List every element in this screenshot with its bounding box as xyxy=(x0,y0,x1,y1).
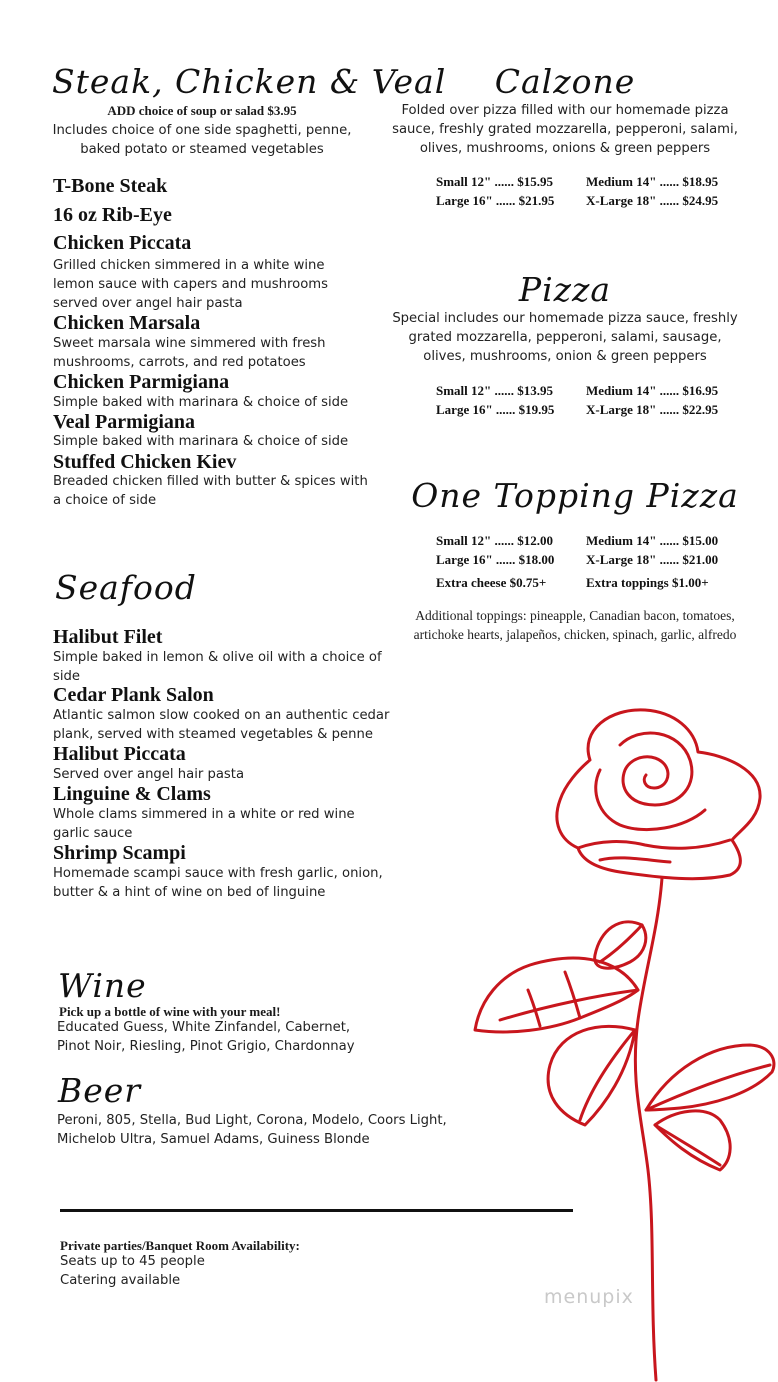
menu-item-name: Chicken Marsala xyxy=(53,312,201,334)
price-line: Large 16" ...... $19.95 xyxy=(436,402,555,417)
price-line: Small 12" ...... $15.95 xyxy=(436,174,553,189)
menu-item-desc: Whole clams simmered in a white or red wine garlic sauce xyxy=(53,807,355,841)
menu-item-name: 16 oz Rib-Eye xyxy=(53,204,172,226)
menu-item-name: T-Bone Steak xyxy=(53,175,168,197)
menu-item-name: Chicken Piccata xyxy=(53,232,192,254)
pizza-desc: Special includes our homemade pizza sauce, freshly grated mozzarella, pepperoni, salami, sausage, olives, mushrooms, onion & green peppers xyxy=(392,311,738,364)
price-line: Large 16" ...... $18.00 xyxy=(436,552,555,567)
pizza-section-title: Pizza xyxy=(518,270,612,309)
extra-cheese-price: Extra cheese $0.75+ xyxy=(436,575,547,590)
price-line: X-Large 18" ...... $21.00 xyxy=(586,552,719,567)
private-seats-line: Seats up to 45 people xyxy=(60,1254,205,1269)
price-line: X-Large 18" ...... $22.95 xyxy=(586,402,719,417)
menu-item-name: Halibut Piccata xyxy=(53,743,186,765)
beer-list: Peroni, 805, Stella, Bud Light, Corona, Modelo, Coors Light, Michelob Ultra, Samuel Adams, Guiness Blonde xyxy=(57,1113,447,1147)
wine-section-title: Wine xyxy=(58,966,147,1005)
rose-illustration xyxy=(470,700,778,1382)
menu-item-desc: Simple baked in lemon & olive oil with a choice of side xyxy=(53,650,382,684)
wine-list: Educated Guess, White Zinfandel, Cabernet, Pinot Noir, Riesling, Pinot Grigio, Chardonnay xyxy=(57,1020,355,1054)
price-line: Medium 14" ...... $16.95 xyxy=(586,383,719,398)
price-line: Large 16" ...... $21.95 xyxy=(436,193,555,208)
menu-item-desc: Grilled chicken simmered in a white wine lemon sauce with capers and mushrooms served over angel hair pasta xyxy=(53,258,328,311)
extra-toppings-price: Extra toppings $1.00+ xyxy=(586,575,709,590)
price-line: Small 12" ...... $13.95 xyxy=(436,383,553,398)
calzone-section-title: Calzone xyxy=(494,62,636,101)
menu-item-name: Chicken Parmigiana xyxy=(53,371,230,393)
price-line: Medium 14" ...... $18.95 xyxy=(586,174,719,189)
beer-section-title: Beer xyxy=(58,1071,142,1110)
price-line: Medium 14" ...... $15.00 xyxy=(586,533,719,548)
menu-item-name: Stuffed Chicken Kiev xyxy=(53,451,237,473)
one-topping-section-title: One Topping Pizza xyxy=(411,476,739,515)
menu-item-desc: Breaded chicken filled with butter & spices with a choice of side xyxy=(53,474,368,508)
menu-item-name: Halibut Filet xyxy=(53,626,163,648)
menu-item-desc: Simple baked with marinara & choice of side xyxy=(53,395,349,410)
private-catering-line: Catering available xyxy=(60,1273,181,1288)
price-line: Small 12" ...... $12.00 xyxy=(436,533,553,548)
calzone-desc: Folded over pizza filled with our homemade pizza sauce, freshly grated mozzarella, pepperoni, salami, olives, mushrooms, onions & green peppers xyxy=(392,103,738,156)
watermark-text: menupix xyxy=(544,1286,634,1308)
steak-includes: Includes choice of one side spaghetti, penne, baked potato or steamed vegetables xyxy=(52,123,352,157)
private-parties-heading: Private parties/Banquet Room Availability: xyxy=(60,1238,300,1253)
menu-item-name: Veal Parmigiana xyxy=(53,411,196,433)
menu-item-desc: Sweet marsala wine simmered with fresh mushrooms, carrots, and red potatoes xyxy=(53,336,326,370)
additional-toppings: Additional toppings: pineapple, Canadian bacon, tomatoes, artichoke hearts, jalapeños, chicken, spinach, garlic, alfredo xyxy=(413,608,737,642)
steak-add-line: ADD choice of soup or salad $3.95 xyxy=(107,103,297,118)
menu-item-desc: Atlantic salmon slow cooked on an authentic cedar plank, served with steamed vegetables & penne xyxy=(53,708,390,742)
steak-section-title: Steak, Chicken & Veal xyxy=(52,62,447,101)
menu-item-desc: Simple baked with marinara & choice of side xyxy=(53,434,349,449)
menu-item-name: Cedar Plank Salon xyxy=(53,684,214,706)
wine-tagline: Pick up a bottle of wine with your meal! xyxy=(59,1004,281,1019)
menu-item-name: Linguine & Clams xyxy=(53,783,211,805)
price-line: X-Large 18" ...... $24.95 xyxy=(586,193,719,208)
menu-item-desc: Homemade scampi sauce with fresh garlic, onion, butter & a hint of wine on bed of linguine xyxy=(53,866,383,900)
seafood-section-title: Seafood xyxy=(55,568,197,607)
menu-item-desc: Served over angel hair pasta xyxy=(53,767,245,782)
menu-item-name: Shrimp Scampi xyxy=(53,842,186,864)
